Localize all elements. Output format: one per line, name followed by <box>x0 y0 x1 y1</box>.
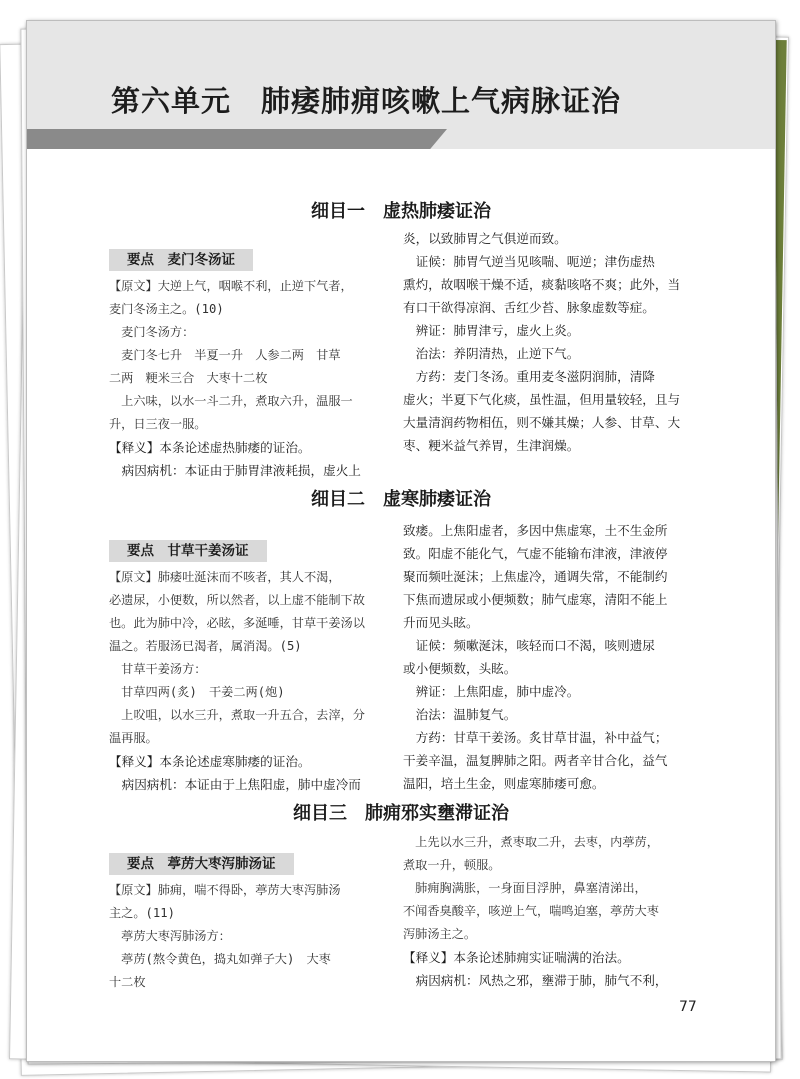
section-3-left-column <box>109 847 399 994</box>
text-line: 或小便频数，头眩。 <box>403 661 517 676</box>
text-line: 升，日三夜一服。 <box>109 417 207 431</box>
section-heading-1: 细目一 虚热肺痿证治 <box>311 201 491 222</box>
text-line: 枣、粳米益气养胃，生津润燥。 <box>403 438 580 453</box>
text-line: 泻肺汤主之。 <box>403 927 477 941</box>
text-line: 【原文】大逆上气，咽喉不利，止逆下气者， <box>109 279 353 293</box>
text-line: 【原文】肺痈，喘不得卧，葶苈大枣泻肺汤 <box>109 883 341 897</box>
text-line: 【原文】肺痿吐涎沫而不咳者，其人不渴， <box>109 570 341 584</box>
text-line: 必遗尿，小便数，所以然者，以上虚不能制下故 <box>109 593 365 607</box>
text-line: 麦门冬七升 半夏一升 人参二两 甘草 <box>109 348 341 362</box>
key-point-label: 要点 甘草干姜汤证 <box>109 540 267 562</box>
text-line: 致痿。上焦阳虚者，多因中焦虚寒，土不生金所 <box>403 523 668 538</box>
section-heading-3: 细目三 肺痈邪实壅滞证治 <box>293 803 509 824</box>
text-line: 上先以水三升，煮枣取二升，去枣，内葶苈， <box>403 835 659 849</box>
text-line: 麦门冬汤方： <box>109 325 195 339</box>
text-line: 十二枚 <box>109 975 146 989</box>
section-3-right-column <box>403 831 703 992</box>
text-line: 证候：肺胃气逆当见咳喘、呃逆；津伤虚热 <box>403 254 655 269</box>
unit-title: 第六单元 肺痿肺痈咳嗽上气病脉证治 <box>111 84 622 118</box>
text-line: 病因病机：本证由于上焦阳虚，肺中虚冷而 <box>109 777 361 792</box>
page-number: 77 <box>679 999 697 1015</box>
text-line: 二两 粳米三合 大枣十二枚 <box>109 371 268 385</box>
text-line: 温之。若服汤已渴者，属消渴。(5) <box>109 639 302 653</box>
text-line: 大量清润药物相伍，则不嫌其燥；人参、甘草、大 <box>403 415 681 430</box>
text-line: 主之。(11) <box>109 906 175 920</box>
text-line: 甘草干姜汤方： <box>109 662 207 676</box>
text-line: 有口干欲得凉润、舌红少苔、脉象虚数等症。 <box>403 300 655 315</box>
text-line: 升而见头眩。 <box>403 615 479 630</box>
text-line: 煮取一升，顿服。 <box>403 858 501 872</box>
section-1-left-column <box>109 243 399 482</box>
text-line: 致。阳虚不能化气，气虚不能输布津液，津液停 <box>403 546 668 561</box>
text-line: 葶苈(熬令黄色，捣丸如弹子大) 大枣 <box>109 952 331 966</box>
text-line: 也。此为肺中冷，必眩，多涎唾，甘草干姜汤以 <box>109 616 365 630</box>
text-line: 【释义】本条论述虚热肺痿的证治。 <box>109 440 311 455</box>
text-line: 葶苈大枣泻肺汤方： <box>109 929 231 943</box>
section-1-right-column <box>403 227 703 457</box>
text-line: 聚而频吐涎沫；上焦虚冷，通调失常，不能制约 <box>403 569 668 584</box>
text-line: 甘草四两(炙) 干姜二两(炮) <box>109 685 285 699</box>
text-line: 温阳，培土生金，则虚寒肺痿可愈。 <box>403 776 605 791</box>
text-line: 虚火；半夏下气化痰，虽性温，但用量较轻，且与 <box>403 392 681 407</box>
text-line: 【释义】本条论述肺痈实证喘满的治法。 <box>403 950 630 965</box>
text-line: 证候：频嗽涎沫，咳轻而口不渴，咳则遗尿 <box>403 638 655 653</box>
section-2-right-column <box>403 519 703 795</box>
book-page <box>26 20 776 1062</box>
text-line: 上六味，以水一斗二升，煮取六升，温服一 <box>109 394 353 408</box>
header-accent-bar <box>27 129 447 149</box>
text-line: 治法：养阴清热，止逆下气。 <box>403 346 580 361</box>
text-line: 辨证：上焦阳虚，肺中虚冷。 <box>403 684 580 699</box>
text-line: 肺痈胸满胀，一身面目浮肿，鼻塞清涕出， <box>403 881 647 895</box>
section-heading-2: 细目二 虚寒肺痿证治 <box>311 489 491 510</box>
section-2-left-column <box>109 534 399 796</box>
text-line: 干姜辛温，温复脾肺之阳。两者辛甘合化，益气 <box>403 753 668 768</box>
text-line: 病因病机：本证由于肺胃津液耗损，虚火上 <box>109 463 361 478</box>
text-line: 炎，以致肺胃之气俱逆而致。 <box>403 231 567 246</box>
text-line: 熏灼，故咽喉干燥不适，痰黏咳咯不爽；此外，当 <box>403 277 681 292</box>
text-line: 病因病机：风热之邪，壅滞于肺，肺气不利， <box>403 973 668 988</box>
text-line: 辨证：肺胃津亏，虚火上炎。 <box>403 323 580 338</box>
text-line: 不闻香臭酸辛，咳逆上气，喘鸣迫塞，葶苈大枣 <box>403 904 659 918</box>
text-line: 下焦而遗尿或小便频数；肺气虚寒，清阳不能上 <box>403 592 668 607</box>
key-point-label: 要点 葶苈大枣泻肺汤证 <box>109 853 294 875</box>
text-line: 方药：甘草干姜汤。炙甘草甘温，补中益气； <box>403 730 668 745</box>
text-line: 上㕮咀，以水三升，煮取一升五合，去滓，分 <box>109 708 365 722</box>
text-line: 麦门冬汤主之。(10) <box>109 302 224 316</box>
text-line: 治法：温肺复气。 <box>403 707 517 722</box>
text-line: 方药：麦门冬汤。重用麦冬滋阴润肺，清降 <box>403 369 655 384</box>
key-point-label: 要点 麦门冬汤证 <box>109 249 253 271</box>
text-line: 温再服。 <box>109 731 158 745</box>
text-line: 【释义】本条论述虚寒肺痿的证治。 <box>109 754 311 769</box>
